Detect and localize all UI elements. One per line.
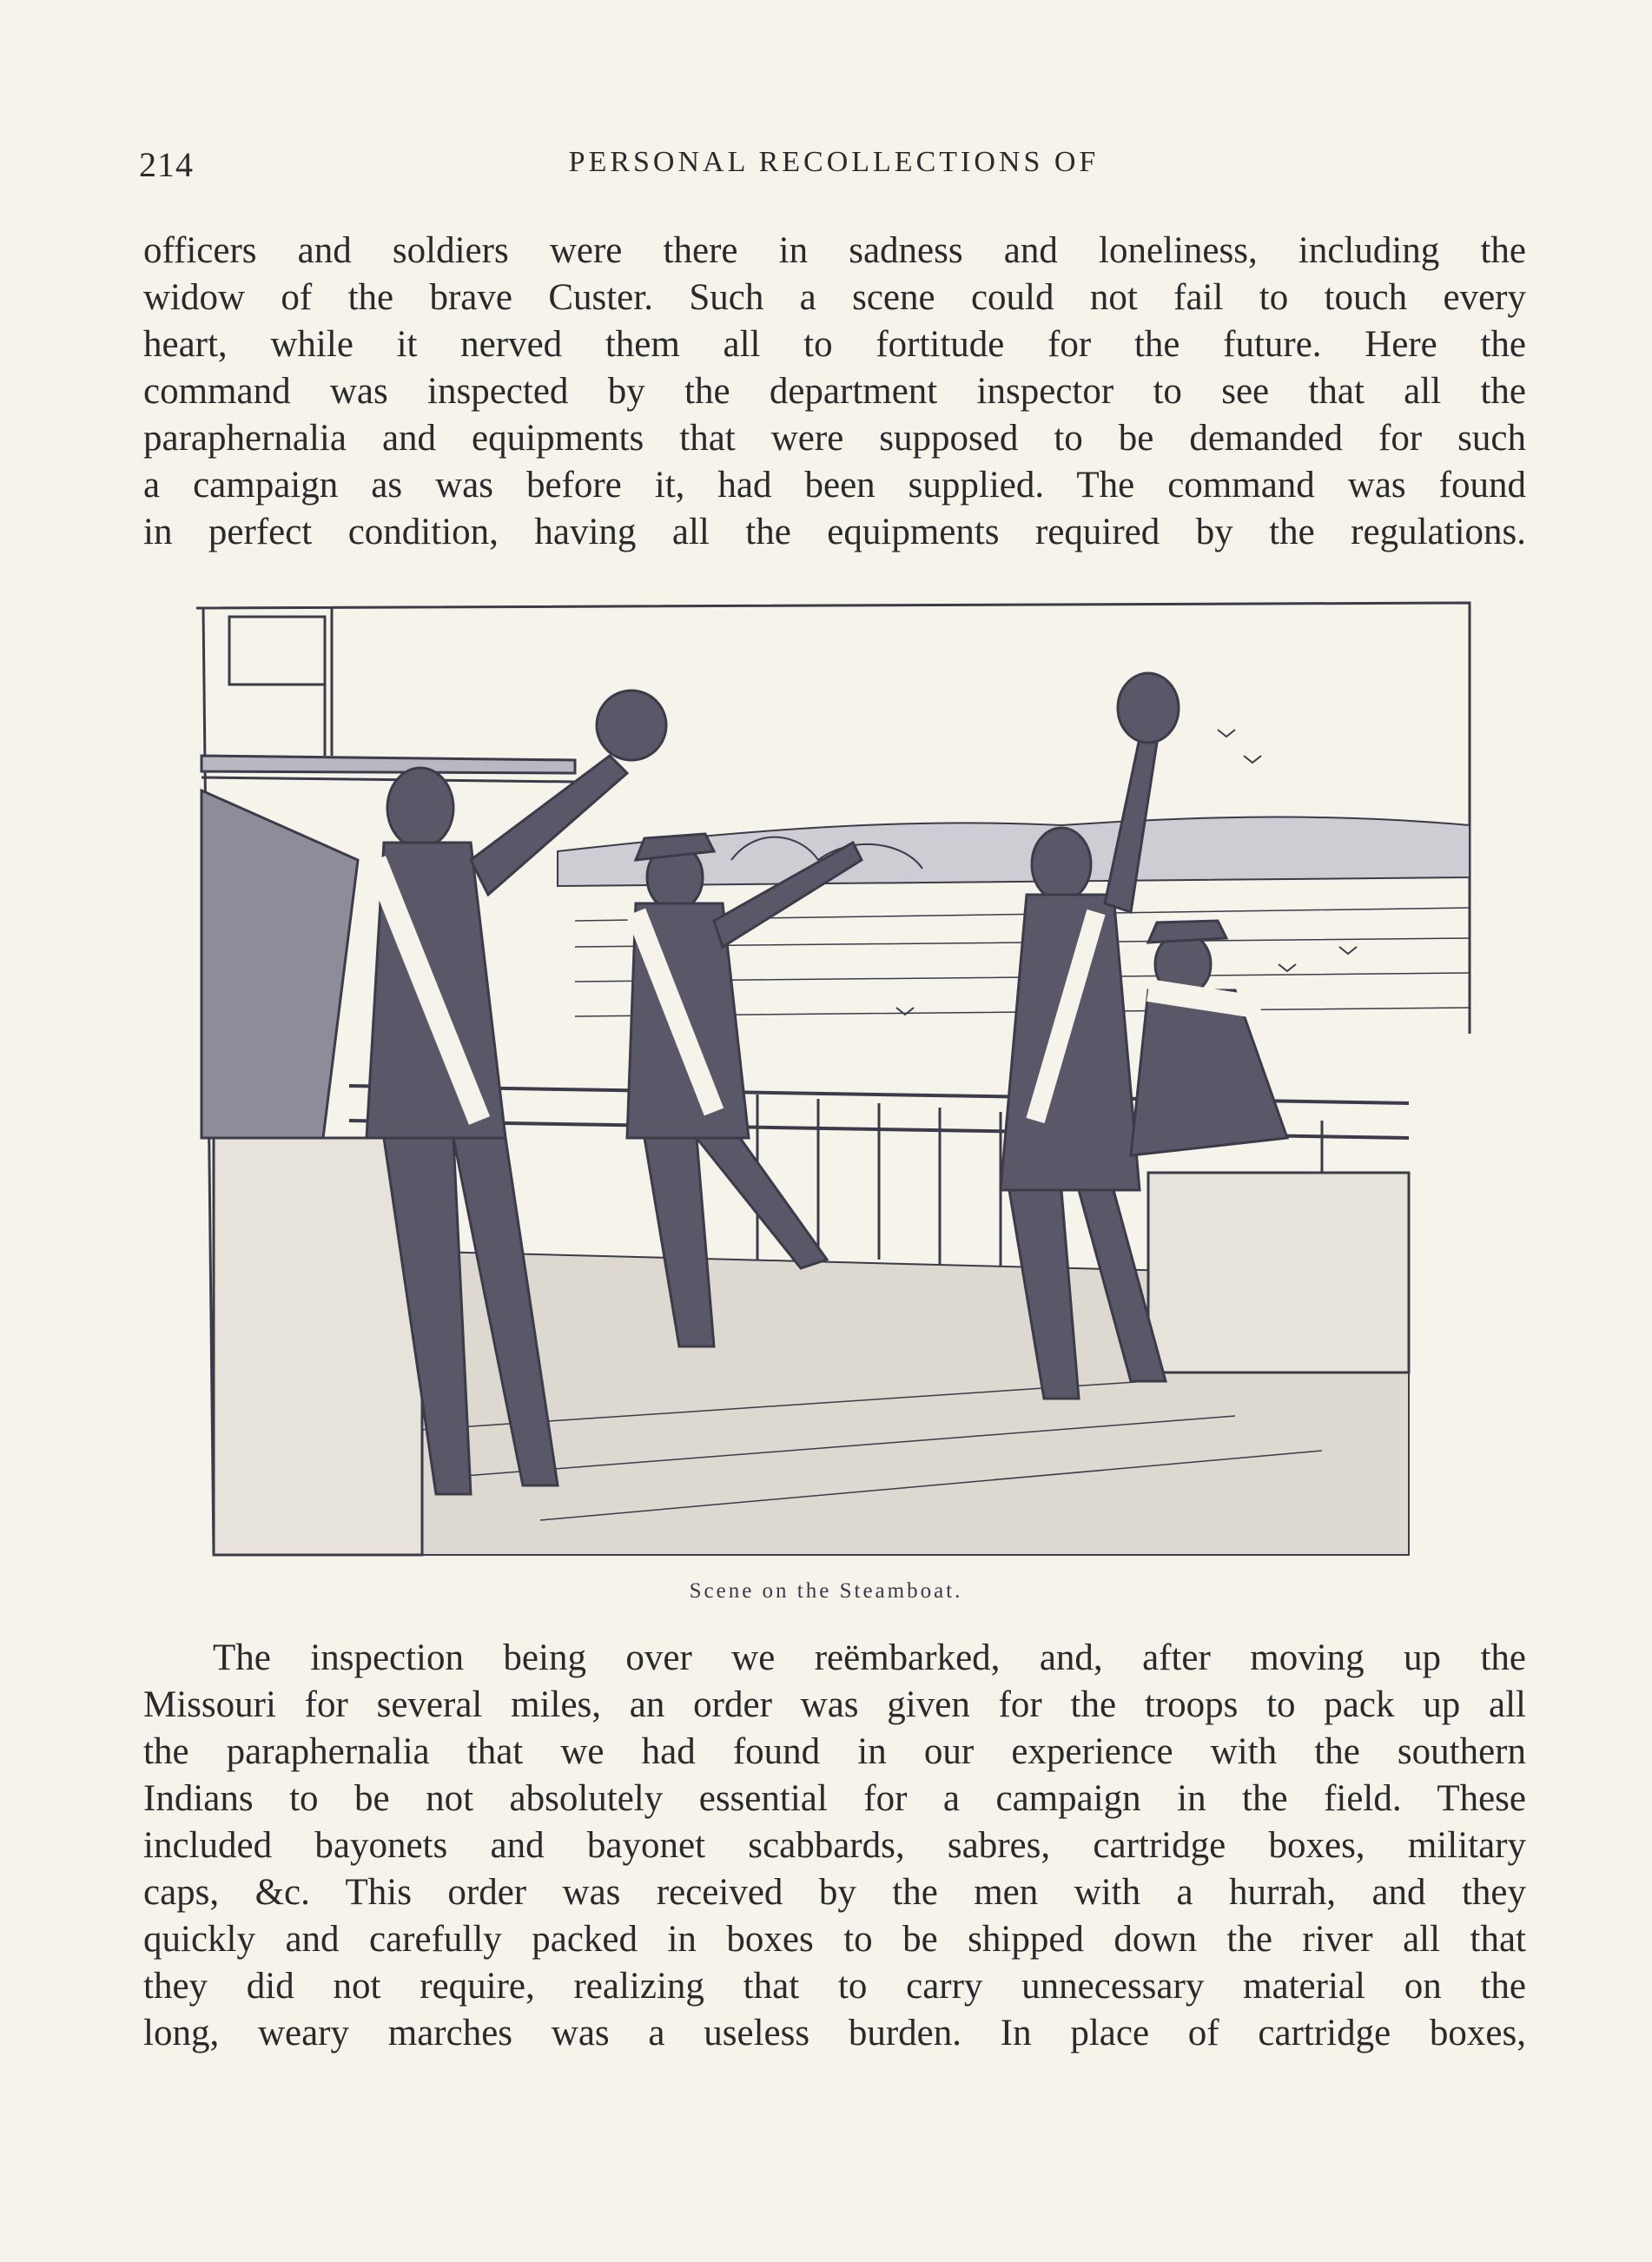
text-line: quickly and carefully packed in boxes to be shipped down the river all that	[143, 1919, 1526, 1960]
raised-hat-3	[1118, 673, 1179, 743]
paragraph-1	[143, 228, 1526, 556]
running-head: PERSONAL RECOLLECTIONS OF	[568, 146, 1100, 178]
text-line: in perfect condition, having all the equipments required by the regulations.	[143, 512, 1526, 552]
bench-box	[214, 1138, 422, 1555]
awning-fringe	[202, 777, 575, 782]
engraving-illustration	[193, 599, 1474, 1559]
text-line: a campaign as was before it, had been supplied. The command was found	[143, 465, 1526, 506]
text-line: command was inspected by the department inspector to see that all the	[143, 371, 1526, 412]
page-number: 214	[139, 145, 194, 184]
page-header	[139, 144, 1529, 196]
pilot-house-window	[229, 617, 325, 685]
text-line: The inspection being over we reëmbarked, and, after moving up the	[213, 1637, 1526, 1678]
text-line: long, weary marches was a useless burden. In place of cartridge boxes,	[143, 2013, 1526, 2054]
text-line: they did not require, realizing that to carry unnecessary material on the	[143, 1966, 1526, 2007]
text-line: heart, while it nerved them all to fortitude for the future. Here the	[143, 324, 1526, 365]
figure-caption: Scene on the Steamboat.	[689, 1579, 963, 1603]
crowd-left	[202, 790, 358, 1138]
steamboat-scene-illustration	[193, 599, 1474, 1559]
seat-box	[1148, 1173, 1409, 1372]
text-line: Indians to be not absolutely essential for a campaign in the field. These	[143, 1778, 1526, 1819]
text-line: the paraphernalia that we had found in our experience with the southern	[143, 1731, 1526, 1772]
text-line: Missouri for several miles, an order was given for the troops to pack up all	[143, 1684, 1526, 1725]
text-line: officers and soldiers were there in sadness and loneliness, including the	[143, 230, 1526, 271]
text-line: paraphernalia and equipments that were supposed to be demanded for such	[143, 418, 1526, 459]
awning	[202, 756, 575, 773]
soldier-seated	[1131, 933, 1287, 1155]
text-line: widow of the brave Custer. Such a scene could not fail to touch every	[143, 277, 1526, 318]
paragraph-2	[143, 1635, 1526, 2057]
text-line: caps, &c. This order was received by the men with a hurrah, and they	[143, 1872, 1526, 1913]
raised-hat-1	[597, 691, 666, 760]
hat-seated	[1148, 921, 1226, 942]
pilot-house-post	[325, 608, 332, 756]
text-line: included bayonets and bayonet scabbards, sabres, cartridge boxes, military	[143, 1825, 1526, 1866]
